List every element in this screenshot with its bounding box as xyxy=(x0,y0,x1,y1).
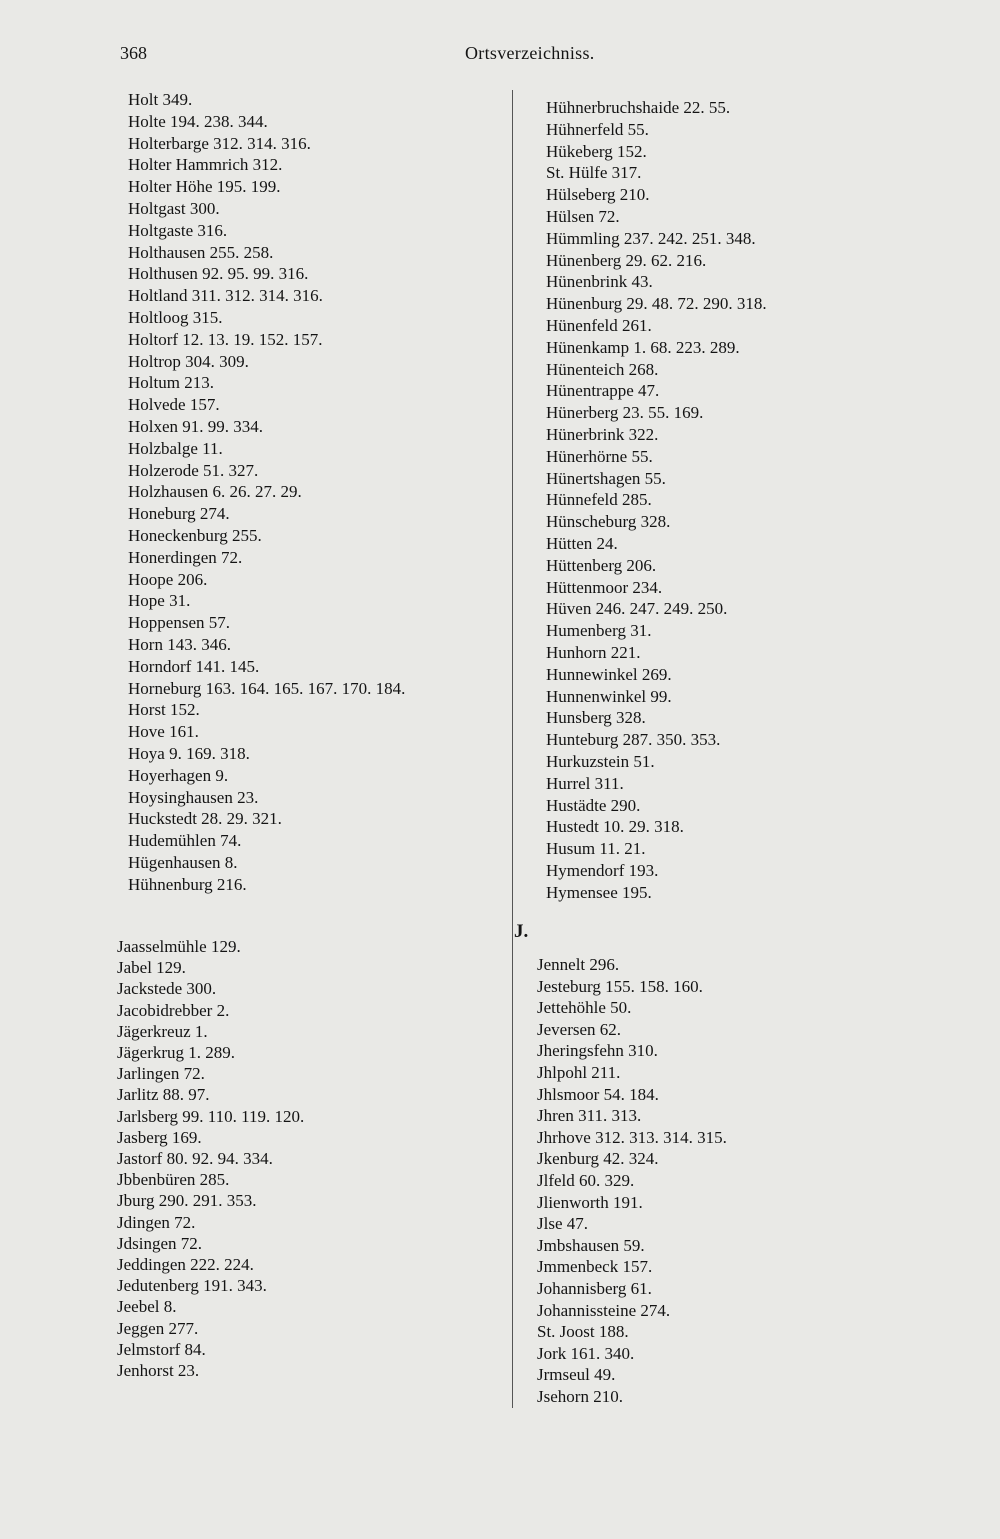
index-entry: Jkenburg 42. 324. xyxy=(537,1149,659,1169)
index-column-right xyxy=(546,97,946,903)
index-entry: Hoysinghausen 23. xyxy=(128,787,259,807)
index-entry: Jarlingen 72. xyxy=(117,1064,205,1084)
index-entry: Jmmenbeck 157. xyxy=(537,1257,653,1277)
index-entry: Jheringsfehn 310. xyxy=(537,1041,658,1061)
index-entry: Hünscheburg 328. xyxy=(546,512,671,532)
index-entry: Hymendorf 193. xyxy=(546,860,659,880)
index-entry: Hymensee 195. xyxy=(546,882,652,902)
index-entry: Humenberg 31. xyxy=(546,621,652,641)
index-entry: Holtorf 12. 13. 19. 152. 157. xyxy=(128,329,323,349)
index-column-left-j xyxy=(117,936,487,1381)
index-entry: Jhren 311. 313. xyxy=(537,1106,642,1126)
index-entry: Hükeberg 152. xyxy=(546,141,647,161)
index-entry: Hünenbrink 43. xyxy=(546,272,653,292)
running-title: Ortsverzeichniss. xyxy=(465,43,595,63)
index-entry: Jrmseul 49. xyxy=(537,1365,616,1385)
index-entry: St. Joost 188. xyxy=(537,1322,629,1342)
index-entry: Jarlsberg 99. 110. 119. 120. xyxy=(117,1106,305,1126)
index-entry: Jhlsmoor 54. 184. xyxy=(537,1084,659,1104)
index-entry: Johannisberg 61. xyxy=(537,1278,652,1298)
section-letter: J. xyxy=(514,921,529,942)
index-entry: Jesteburg 155. 158. 160. xyxy=(537,976,703,996)
index-entry: Hunnewinkel 269. xyxy=(546,664,672,684)
index-entry: Hünenkamp 1. 68. 223. 289. xyxy=(546,337,740,357)
index-entry: Hunsberg 328. xyxy=(546,708,646,728)
index-entry: Holtgast 300. xyxy=(128,198,220,218)
index-entry: Jeggen 277. xyxy=(117,1318,199,1338)
index-entry: Jettehöhle 50. xyxy=(537,998,632,1018)
index-entry: Holzbalge 11. xyxy=(128,438,223,458)
index-entry: Hustedt 10. 29. 318. xyxy=(546,817,684,837)
index-entry: Jburg 290. 291. 353. xyxy=(117,1191,257,1211)
index-entry: Jlienworth 191. xyxy=(537,1192,643,1212)
index-entry: Jeversen 62. xyxy=(537,1019,622,1039)
index-entry: Hünertshagen 55. xyxy=(546,468,666,488)
index-entry: Hunnenwinkel 99. xyxy=(546,686,672,706)
index-entry: Hurrel 311. xyxy=(546,773,624,793)
index-entry: Holvede 157. xyxy=(128,395,220,415)
index-entry: Hühnenburg 216. xyxy=(128,874,247,894)
index-entry: Jbbenbüren 285. xyxy=(117,1170,230,1190)
index-entry: Hügenhausen 8. xyxy=(128,852,238,872)
index-entry: Jabel 129. xyxy=(117,958,186,978)
index-entry: Hoppensen 57. xyxy=(128,613,230,633)
index-entry: Jdingen 72. xyxy=(117,1212,196,1232)
index-entry: Jhrhove 312. 313. 314. 315. xyxy=(537,1127,727,1147)
index-entry: Hunteburg 287. 350. 353. xyxy=(546,730,721,750)
index-entry: Hütten 24. xyxy=(546,533,618,553)
index-entry: Jdsingen 72. xyxy=(117,1233,202,1253)
index-entry: Holtloog 315. xyxy=(128,307,223,327)
index-entry: Hünnefeld 285. xyxy=(546,490,652,510)
index-entry: Jaasselmühle 129. xyxy=(117,937,241,956)
index-entry: Holtgaste 316. xyxy=(128,220,228,240)
index-entry: Honerdingen 72. xyxy=(128,547,243,567)
index-entry: Hünenberg 29. 62. 216. xyxy=(546,250,707,270)
index-entry: Holter Hammrich 312. xyxy=(128,155,283,175)
index-entry: Holtum 213. xyxy=(128,373,214,393)
index-entry: Jelmstorf 84. xyxy=(117,1339,206,1359)
index-entry: Hoya 9. 169. 318. xyxy=(128,743,250,763)
page-number: 368 xyxy=(120,43,147,63)
index-entry: Jastorf 80. 92. 94. 334. xyxy=(117,1149,273,1169)
index-entry: Husum 11. 21. xyxy=(546,839,646,859)
index-entry: Holzhausen 6. 26. 27. 29. xyxy=(128,482,302,502)
index-column-right-j xyxy=(537,954,937,1407)
index-entry: Holterbarge 312. 314. 316. xyxy=(128,133,311,153)
index-entry: Hüttenberg 206. xyxy=(546,555,657,575)
index-entry: Jarlitz 88. 97. xyxy=(117,1085,210,1105)
index-entry: Honeburg 274. xyxy=(128,504,230,524)
index-entry: Hüven 246. 247. 249. 250. xyxy=(546,599,728,619)
page-header xyxy=(120,38,610,68)
index-entry: Horn 143. 346. xyxy=(128,634,231,654)
index-entry: Jlfeld 60. 329. xyxy=(537,1170,635,1190)
column-divider xyxy=(512,90,513,1408)
index-entry: Holxen 91. 99. 334. xyxy=(128,416,264,436)
index-entry: Holthusen 92. 95. 99. 316. xyxy=(128,264,309,284)
index-entry: Jasberg 169. xyxy=(117,1127,202,1147)
index-entry: Honeckenburg 255. xyxy=(128,525,262,545)
index-entry: Hünerbrink 322. xyxy=(546,424,659,444)
index-entry: Hustädte 290. xyxy=(546,795,641,815)
index-column-left xyxy=(128,89,498,895)
index-entry: Horst 152. xyxy=(128,700,200,720)
index-entry: Hühnerfeld 55. xyxy=(546,119,649,139)
index-entry: Jhlpohl 211. xyxy=(537,1062,621,1082)
index-entry: Holt 349. xyxy=(128,90,193,109)
index-entry: Holter Höhe 195. 199. xyxy=(128,177,281,197)
index-entry: Hunhorn 221. xyxy=(546,642,641,662)
index-entry: Jacobidrebber 2. xyxy=(117,1000,230,1020)
index-entry: Hünerberg 23. 55. 169. xyxy=(546,403,704,423)
index-entry: Holzerode 51. 327. xyxy=(128,460,259,480)
index-entry: Huckstedt 28. 29. 321. xyxy=(128,809,282,829)
index-entry: Hüttenmoor 234. xyxy=(546,577,663,597)
index-entry: Hoyerhagen 9. xyxy=(128,765,229,785)
index-entry: Horndorf 141. 145. xyxy=(128,656,260,676)
index-entry: Holte 194. 238. 344. xyxy=(128,111,268,131)
index-entry: Holtrop 304. 309. xyxy=(128,351,249,371)
index-entry: Hope 31. xyxy=(128,591,191,611)
index-entry: Jennelt 296. xyxy=(537,955,620,974)
index-entry: Hümmling 237. 242. 251. 348. xyxy=(546,228,756,248)
index-entry: Hünenteich 268. xyxy=(546,359,659,379)
index-entry: Hove 161. xyxy=(128,722,199,742)
index-entry: Holthausen 255. 258. xyxy=(128,242,274,262)
index-entry: Hudemühlen 74. xyxy=(128,831,242,851)
index-entry: Jackstede 300. xyxy=(117,979,217,999)
index-entry: Jsehorn 210. xyxy=(537,1386,623,1406)
index-entry: Hünerhörne 55. xyxy=(546,446,653,466)
index-entry: Holtland 311. 312. 314. 316. xyxy=(128,286,323,306)
index-entry: Jägerkrug 1. 289. xyxy=(117,1043,236,1063)
index-entry: Hünentrappe 47. xyxy=(546,381,660,401)
index-entry: Hülseberg 210. xyxy=(546,185,650,205)
index-entry: Hülsen 72. xyxy=(546,206,620,226)
index-entry: Jork 161. 340. xyxy=(537,1343,635,1363)
index-entry: Jenhorst 23. xyxy=(117,1361,200,1381)
index-entry: Jeebel 8. xyxy=(117,1297,177,1317)
index-entry: Jeddingen 222. 224. xyxy=(117,1255,254,1275)
index-entry: Johannissteine 274. xyxy=(537,1300,671,1320)
index-entry: Hünenburg 29. 48. 72. 290. 318. xyxy=(546,294,767,314)
index-entry: St. Hülfe 317. xyxy=(546,163,642,183)
index-entry: Jedutenberg 191. 343. xyxy=(117,1276,267,1296)
index-entry: Jmbshausen 59. xyxy=(537,1235,645,1255)
index-entry: Hünenfeld 261. xyxy=(546,315,652,335)
index-entry: Hühnerbruchshaide 22. 55. xyxy=(546,98,731,117)
index-entry: Horneburg 163. 164. 165. 167. 170. 184. xyxy=(128,678,406,698)
index-entry: Hurkuzstein 51. xyxy=(546,751,655,771)
index-entry: Jlse 47. xyxy=(537,1214,588,1234)
index-entry: Hoope 206. xyxy=(128,569,208,589)
index-entry: Jägerkreuz 1. xyxy=(117,1021,208,1041)
